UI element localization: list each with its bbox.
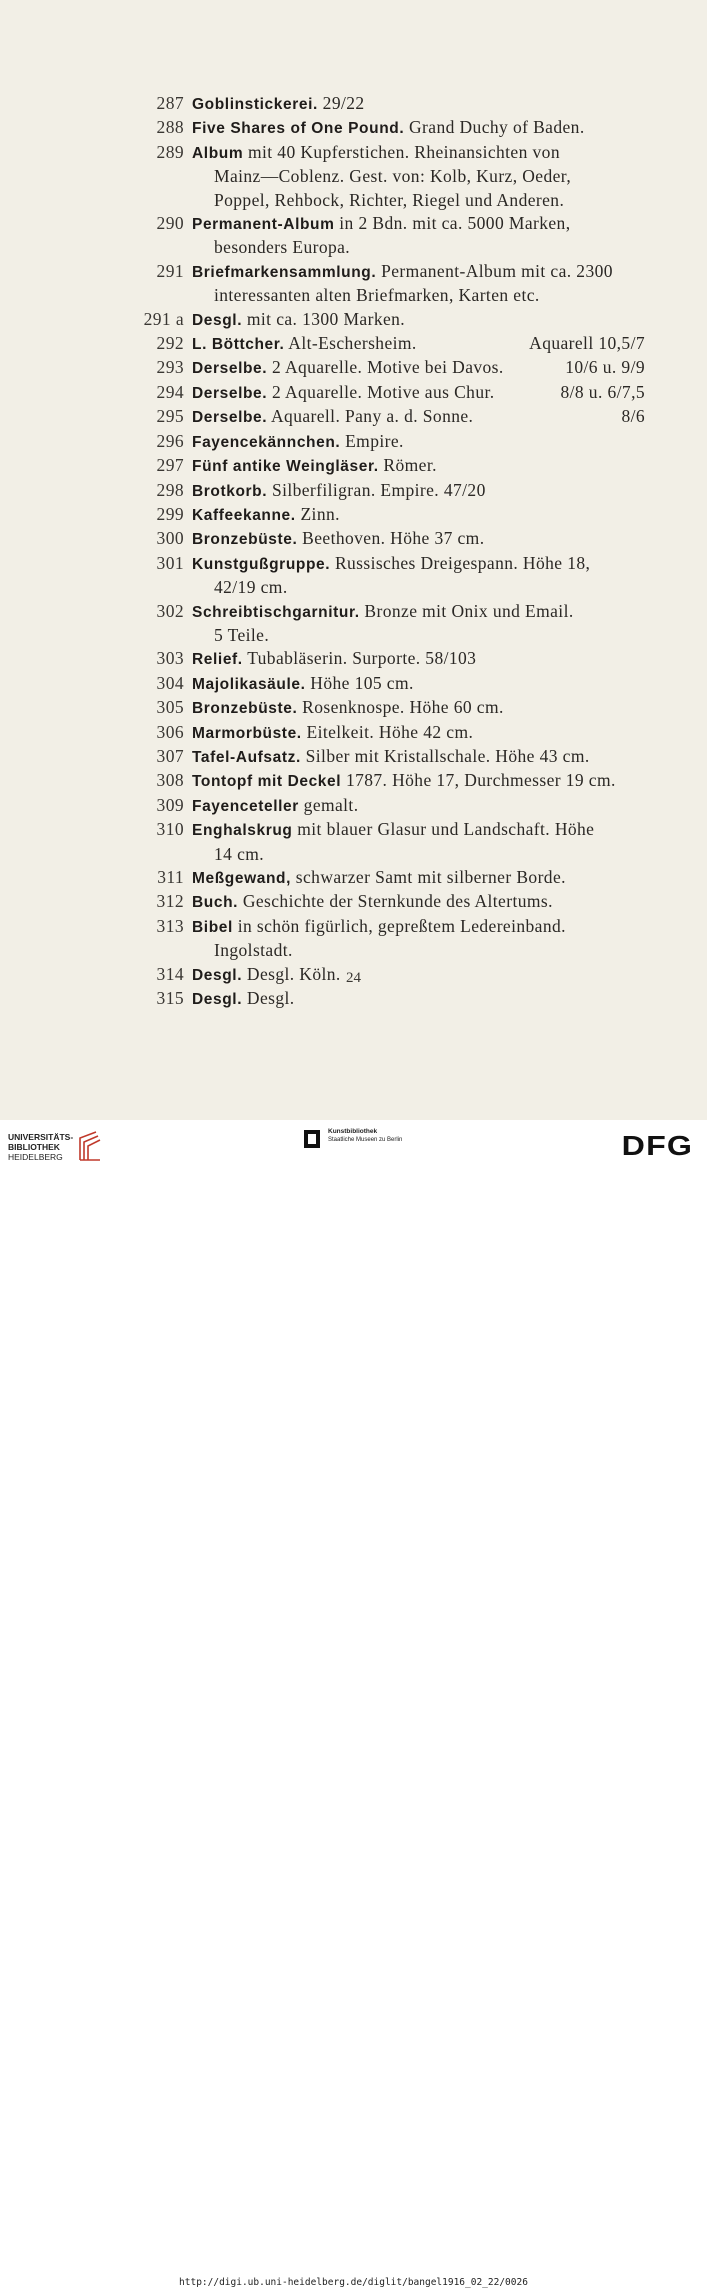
entry-number: 296 xyxy=(156,430,184,451)
entry-number: 311 xyxy=(157,867,184,887)
entry-line xyxy=(192,576,645,599)
university-emblem-icon xyxy=(76,1130,102,1164)
entry-line xyxy=(192,260,645,284)
entry-body xyxy=(192,381,645,405)
kunstbibliothek-title: Kunstbibliothek xyxy=(328,1128,378,1135)
entry-description: Silberfiligran. Empire. 47/20 xyxy=(271,479,486,500)
entry-line xyxy=(192,721,645,745)
entry-line xyxy=(192,92,645,116)
entry-title: Schreibtischgarnitur. xyxy=(192,603,360,621)
entry-number: 291 a xyxy=(143,308,184,329)
entry-description: Desgl. xyxy=(246,988,295,1009)
entry-body xyxy=(192,818,645,866)
entry-number: 290 xyxy=(156,213,184,234)
entry-title: Desgl. xyxy=(192,966,243,984)
entry-description: mit ca. 1300 Marken. xyxy=(246,308,406,329)
entry-title: Derselbe. xyxy=(192,409,268,427)
entry-dimensions: 8/8 u. 6/7,5 xyxy=(560,381,645,402)
entry-description: 14 cm. xyxy=(214,843,265,864)
entry-number: 309 xyxy=(156,794,184,815)
entry-body xyxy=(192,745,645,769)
catalog-entry xyxy=(140,745,645,769)
catalog-entry xyxy=(140,141,645,212)
entry-dimensions: 8/6 xyxy=(621,406,645,427)
entry-number: 297 xyxy=(156,455,184,476)
entry-body xyxy=(192,600,645,648)
entry-line xyxy=(192,915,645,939)
catalog-entry xyxy=(140,454,645,478)
entry-description: Silber mit Kristallschale. Höhe 43 cm. xyxy=(305,745,590,766)
entry-number: 295 xyxy=(156,406,184,427)
footer-bar xyxy=(0,1120,707,2288)
entry-description: Ingolstadt. xyxy=(214,940,293,961)
entry-body xyxy=(192,332,645,356)
entry-description: Empire. xyxy=(345,430,404,451)
entry-description: in 2 Bdn. mit ca. 5000 Marken, xyxy=(339,213,571,234)
entry-title: Briefmarkensammlung. xyxy=(192,263,377,281)
entry-line xyxy=(192,405,645,429)
entry-title: Desgl. xyxy=(192,311,243,329)
catalog-entry xyxy=(140,260,645,308)
entry-number: 314 xyxy=(156,963,184,984)
entry-number: 304 xyxy=(156,672,184,693)
catalog-entry xyxy=(140,527,645,551)
catalog-entry xyxy=(140,552,645,600)
entry-title: Bronzebüste. xyxy=(192,700,298,718)
entry-description: Geschichte der Sternkunde des Altertums. xyxy=(242,891,553,912)
catalog-entry xyxy=(140,818,645,866)
entry-description: 42/19 cm. xyxy=(214,577,288,598)
entry-line xyxy=(192,356,645,380)
entry-number: 298 xyxy=(156,479,184,500)
entry-number: 289 xyxy=(156,141,184,162)
entry-body xyxy=(192,527,645,551)
entry-number: 293 xyxy=(156,357,184,378)
entry-number: 299 xyxy=(156,503,184,524)
catalog-entry xyxy=(140,721,645,745)
entry-title: Enghalskrug xyxy=(192,822,293,840)
entry-body xyxy=(192,672,645,696)
catalog-entry xyxy=(140,987,645,1011)
entry-line xyxy=(192,116,645,140)
entry-number: 305 xyxy=(156,697,184,718)
entry-description: gemalt. xyxy=(303,794,359,815)
entry-line xyxy=(192,141,645,165)
entry-line xyxy=(192,647,645,671)
entry-body xyxy=(192,92,645,116)
entry-title: Derselbe. xyxy=(192,360,268,378)
entry-body xyxy=(192,454,645,478)
catalog-entry xyxy=(140,308,645,332)
entry-number: 301 xyxy=(156,552,184,573)
entry-line xyxy=(192,600,645,624)
entry-line xyxy=(192,890,645,914)
entry-line xyxy=(192,332,645,356)
entry-description: in schön figürlich, gepreßtem Ledereinband. xyxy=(237,915,566,936)
entry-line xyxy=(192,794,645,818)
entry-line xyxy=(192,165,645,188)
entry-line xyxy=(192,987,645,1011)
catalog-entry xyxy=(140,116,645,140)
entry-line xyxy=(192,381,645,405)
entry-description: Mainz—Coblenz. Gest. von: Kolb, Kurz, Oeder, xyxy=(214,166,572,187)
entry-body xyxy=(192,141,645,212)
entry-line xyxy=(192,866,645,890)
catalog-entry xyxy=(140,769,645,793)
entry-description: Desgl. Köln. xyxy=(246,963,341,984)
entry-line xyxy=(192,236,645,259)
catalog-entry xyxy=(140,430,645,454)
catalog-entry xyxy=(140,405,645,429)
entry-line xyxy=(192,479,645,503)
entry-description: 1787. Höhe 17, Durchmesser 19 cm. xyxy=(345,770,616,791)
entry-number: 306 xyxy=(156,721,184,742)
entry-line xyxy=(192,527,645,551)
entry-body xyxy=(192,552,645,600)
entry-title: Permanent-Album xyxy=(192,216,335,234)
catalog-entry xyxy=(140,479,645,503)
entry-description: besonders Europa. xyxy=(214,237,351,258)
entry-line xyxy=(192,624,645,647)
entry-description: interessanten alten Briefmarken, Karten etc. xyxy=(214,285,540,306)
entry-line xyxy=(192,745,645,769)
catalog-entry xyxy=(140,332,645,356)
entry-description: 29/22 xyxy=(322,93,365,113)
catalog-entry xyxy=(140,696,645,720)
entry-description: 5 Teile. xyxy=(214,624,270,645)
entry-line xyxy=(192,430,645,454)
entry-description: Poppel, Rehbock, Richter, Riegel und Anderen. xyxy=(214,189,565,210)
entry-line xyxy=(192,843,645,866)
entry-title: Album xyxy=(192,144,244,162)
entry-title: Fünf antike Weingläser. xyxy=(192,458,379,476)
entry-body xyxy=(192,769,645,793)
catalog-entry xyxy=(140,915,645,963)
entry-number: 312 xyxy=(156,891,184,912)
entry-title: Marmorbüste. xyxy=(192,724,302,742)
entry-line xyxy=(192,189,645,212)
entry-body xyxy=(192,696,645,720)
entry-description: Russisches Dreigespann. Höhe 18, xyxy=(334,552,591,573)
entry-body xyxy=(192,503,645,527)
entry-title: Relief. xyxy=(192,651,243,669)
catalog-entry xyxy=(140,672,645,696)
catalog-entry xyxy=(140,600,645,648)
entry-number: 310 xyxy=(156,819,184,840)
entry-line xyxy=(192,672,645,696)
catalog-entry xyxy=(140,866,645,890)
entry-body xyxy=(192,356,645,380)
entry-line xyxy=(192,939,645,962)
entry-description: mit blauer Glasur und Landschaft. Höhe xyxy=(297,819,595,840)
entry-description: schwarzer Samt mit silberner Borde. xyxy=(295,867,566,887)
university-library-text xyxy=(8,1132,76,1162)
entry-title: Tafel-Aufsatz. xyxy=(192,748,301,766)
source-url[interactable]: http://digi.ub.uni-heidelberg.de/diglit/bangel1916_02_22/0026 xyxy=(179,2277,528,2288)
entry-title: Majolikasäule. xyxy=(192,675,306,693)
entry-title: Tontopf mit Deckel xyxy=(192,773,342,791)
entry-description: 2 Aquarelle. Motive aus Chur. xyxy=(271,381,495,402)
entry-dimensions: 10/6 u. 9/9 xyxy=(565,357,645,378)
entry-title: Kaffeekanne. xyxy=(192,506,296,524)
entry-number: 315 xyxy=(156,988,184,1009)
dfg-logo[interactable]: DFG xyxy=(621,1130,693,1161)
catalog-entry xyxy=(140,503,645,527)
kunstbibliothek-subtitle: Staatliche Museen zu Berlin xyxy=(328,1137,403,1143)
entry-description: Aquarell. Pany a. d. Sonne. xyxy=(271,406,474,427)
catalog-entry xyxy=(140,356,645,380)
catalog-entry xyxy=(140,890,645,914)
entry-body xyxy=(192,430,645,454)
entry-description: Beethoven. Höhe 37 cm. xyxy=(302,528,485,549)
catalog-entry xyxy=(140,92,645,116)
entry-title: Bibel xyxy=(192,918,233,936)
entry-body xyxy=(192,987,645,1011)
entry-body xyxy=(192,116,645,140)
entry-title: L. Böttcher. xyxy=(192,336,285,354)
university-line-2: BIBLIOTHEK xyxy=(8,1142,60,1152)
entry-title: Kunstgußgruppe. xyxy=(192,555,331,573)
entry-line xyxy=(192,308,645,332)
entry-description: Permanent-Album mit ca. 2300 xyxy=(381,260,613,281)
entry-description: Alt-Eschersheim. xyxy=(288,333,417,354)
entry-body xyxy=(192,405,645,429)
catalog-entry xyxy=(140,212,645,260)
entry-number: 292 xyxy=(156,333,184,354)
entry-description: 2 Aquarelle. Motive bei Davos. xyxy=(271,357,504,378)
catalog-entry xyxy=(140,647,645,671)
entry-title: Goblinstickerei. xyxy=(192,96,318,113)
entry-line xyxy=(192,284,645,307)
entry-description: Tubabläserin. Surporte. 58/103 xyxy=(247,648,477,669)
entry-number: 291 xyxy=(156,260,184,281)
entry-line xyxy=(192,212,645,236)
entry-body xyxy=(192,212,645,260)
entry-title: Five Shares of One Pound. xyxy=(192,120,405,138)
entry-number: 294 xyxy=(156,381,184,402)
entry-description: Rosenknospe. Höhe 60 cm. xyxy=(302,697,504,718)
entry-body xyxy=(192,794,645,818)
entry-number: 308 xyxy=(156,770,184,791)
entry-title: Derselbe. xyxy=(192,384,268,402)
entry-number: 303 xyxy=(156,648,184,669)
university-line-1: UNIVERSITÄTS- xyxy=(8,1132,74,1142)
entry-dimensions: Aquarell 10,5/7 xyxy=(529,333,645,354)
entry-description: Grand Duchy of Baden. xyxy=(409,117,585,138)
entry-description: Höhe 105 cm. xyxy=(310,672,414,693)
entry-title: Buch. xyxy=(192,894,239,912)
entry-title: Meßgewand, xyxy=(192,870,292,887)
entry-number: 288 xyxy=(156,117,184,138)
entry-body xyxy=(192,479,645,503)
entry-body xyxy=(192,866,645,890)
entry-line xyxy=(192,552,645,576)
catalog-entries xyxy=(140,92,645,1011)
entry-line xyxy=(192,818,645,842)
entry-title: Brotkorb. xyxy=(192,482,268,500)
entry-description: Römer. xyxy=(383,455,437,476)
entry-title: Bronzebüste. xyxy=(192,531,298,549)
kunstbibliothek-mark-icon xyxy=(302,1128,322,1150)
entry-description: mit 40 Kupferstichen. Rheinansichten von xyxy=(248,141,560,162)
entry-number: 302 xyxy=(156,600,184,621)
entry-title: Desgl. xyxy=(192,991,243,1009)
catalog-entry xyxy=(140,794,645,818)
entry-line xyxy=(192,696,645,720)
entry-description: Zinn. xyxy=(300,503,340,524)
entry-description: Eitelkeit. Höhe 42 cm. xyxy=(306,721,474,742)
entry-body xyxy=(192,308,645,332)
university-line-3: HEIDELBERG xyxy=(8,1152,63,1162)
entry-line xyxy=(192,503,645,527)
entry-title: Fayenceteller xyxy=(192,797,299,815)
entry-body xyxy=(192,721,645,745)
entry-number: 313 xyxy=(156,915,184,936)
entry-title: Fayencekännchen. xyxy=(192,433,341,451)
entry-description: Bronze mit Onix und Email. xyxy=(364,600,574,621)
entry-line xyxy=(192,769,645,793)
scanned-page xyxy=(0,0,707,1120)
catalog-entry xyxy=(140,381,645,405)
entry-body xyxy=(192,890,645,914)
entry-number: 300 xyxy=(156,528,184,549)
entry-number: 287 xyxy=(156,93,184,113)
page-number: 24 xyxy=(346,970,361,986)
entry-line xyxy=(192,454,645,478)
entry-body xyxy=(192,260,645,308)
entry-body xyxy=(192,915,645,963)
entry-body xyxy=(192,647,645,671)
entry-number: 307 xyxy=(156,745,184,766)
